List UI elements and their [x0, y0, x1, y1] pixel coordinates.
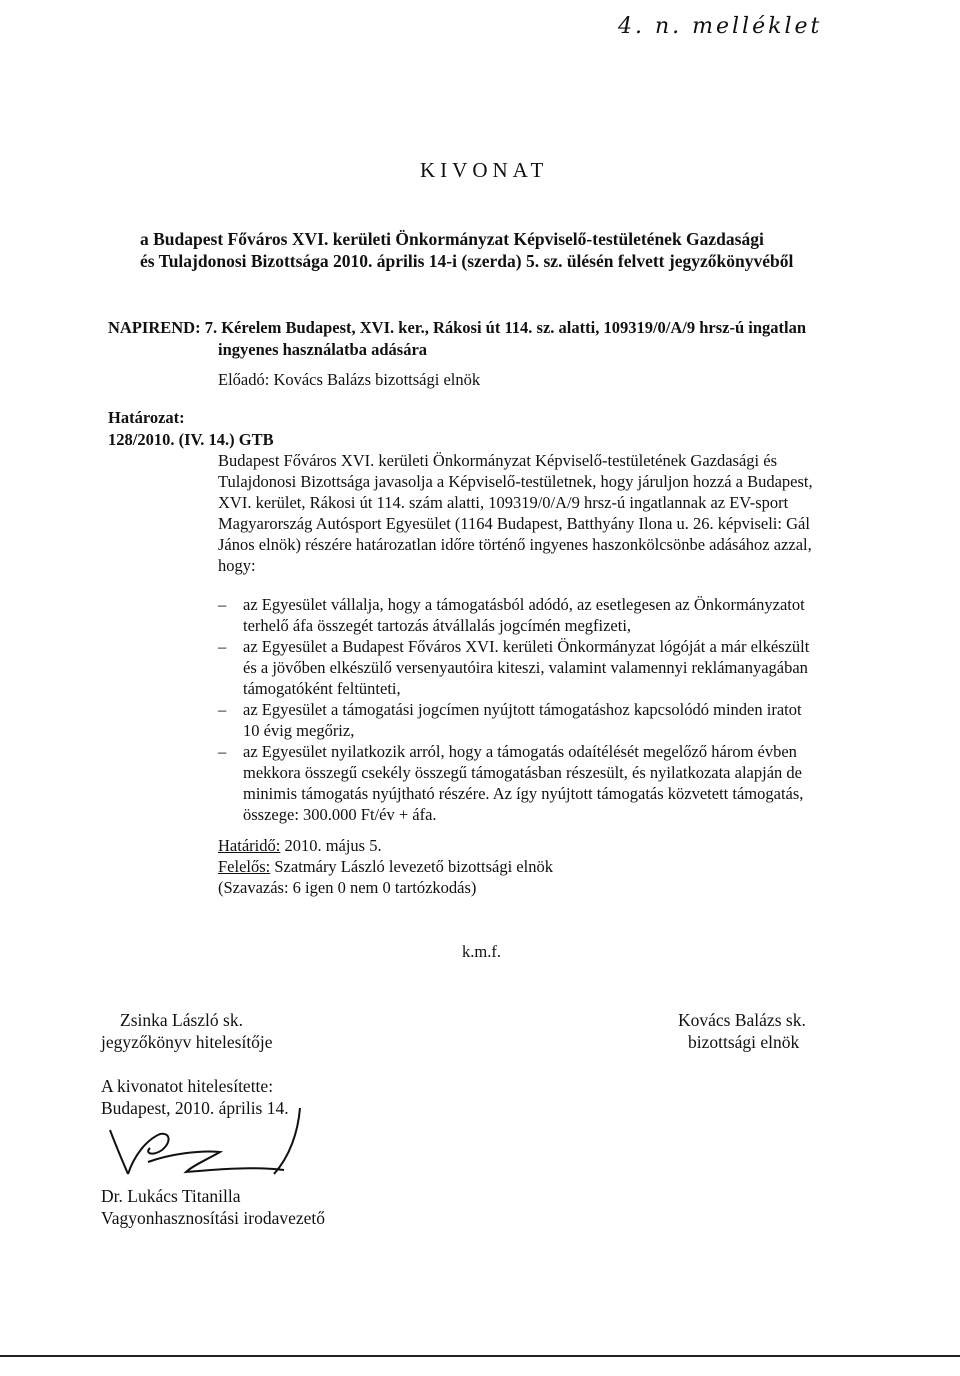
- subtitle-line-1: a Budapest Főváros XVI. kerületi Önkormányzat Képviselő-testületének Gazdasági: [140, 229, 764, 249]
- agenda-presenter: Előadó: Kovács Balázs bizottsági elnök: [218, 370, 481, 389]
- condition-dash: –: [218, 742, 227, 761]
- responsible-label: Felelős:: [218, 857, 271, 876]
- certification-line-1: A kivonatot hitelesítette:: [101, 1076, 274, 1096]
- condition-line: mekkora összegű csekély összegű támogatásban részesült, és nyilatkozata alapján de: [243, 763, 802, 782]
- right-signatory-name: Kovács Balázs sk.: [678, 1010, 806, 1030]
- condition-dash: –: [218, 595, 227, 614]
- condition-line: minimis támogatás nyújtható részére. Az így nyújtott támogatás közvetett támogatás,: [243, 784, 804, 803]
- condition-line: 10 évig megőriz,: [243, 721, 355, 740]
- condition-line: összege: 300.000 Ft/év + áfa.: [243, 805, 437, 824]
- bottom-rule: [0, 1355, 960, 1357]
- resolution-text-line: Tulajdonosi Bizottsága javasolja a Képviselő-testületnek, hogy járuljon hozzá a Budapest,: [218, 472, 813, 491]
- condition-line: az Egyesület a támogatási jogcímen nyújtott támogatáshoz kapcsolódó minden iratot: [243, 700, 802, 719]
- resolution-text-line: XVI. kerület, Rákosi út 114. szám alatti, 109319/0/A/9 hrsz-ú ingatlannak az EV-sport: [218, 493, 789, 512]
- document-heading: KIVONAT: [420, 158, 549, 182]
- vote-result: (Szavazás: 6 igen 0 nem 0 tartózkodás): [218, 878, 477, 897]
- condition-line: támogatóként feltünteti,: [243, 679, 401, 698]
- condition-dash: –: [218, 637, 227, 656]
- condition-dash: –: [218, 700, 227, 719]
- condition-line: az Egyesület a Budapest Főváros XVI. kerületi Önkormányzat lógóját a már elkészült: [243, 637, 810, 656]
- subtitle-line-2: és Tulajdonosi Bizottsága 2010. április 14-i (szerda) 5. sz. ülésén felvett jegyzőkönyvéből: [140, 251, 794, 271]
- resolution-text-line: János elnök) részére határozatlan időre történő ingyenes haszonkölcsönbe adásához azzal,: [218, 535, 812, 554]
- handwritten-signature: [100, 1104, 310, 1184]
- left-signatory-role: jegyzőkönyv hitelesítője: [101, 1032, 273, 1052]
- condition-line: terhelő áfa összegét tartozás átvállalás jogcímén megfizeti,: [243, 616, 632, 635]
- resolution-label: Határozat:: [108, 408, 185, 427]
- condition-line: az Egyesület nyilatkozik arról, hogy a támogatás odaítélését megelőző három évben: [243, 742, 797, 761]
- resolution-text-line: hogy:: [218, 556, 256, 575]
- responsible: [218, 857, 553, 877]
- certifier-role: Vagyonhasznosítási irodavezető: [101, 1208, 326, 1228]
- deadline-value: 2010. május 5.: [280, 836, 382, 855]
- resolution-text-line: Budapest Főváros XVI. kerületi Önkormányzat Képviselő-testületének Gazdasági és: [218, 451, 778, 470]
- agenda-line-1: NAPIREND: 7. Kérelem Budapest, XVI. ker., Rákosi út 114. sz. alatti, 109319/0/A/9 hrsz-ú ingatlan: [108, 318, 807, 337]
- resolution-number: 128/2010. (IV. 14.) GTB: [108, 430, 274, 449]
- left-signatory-name: Zsinka László sk.: [120, 1010, 243, 1030]
- certifier-name: Dr. Lukács Titanilla: [101, 1186, 241, 1206]
- responsible-value: Szatmáry László levezető bizottsági elnök: [270, 857, 553, 876]
- deadline-label: Határidő:: [218, 836, 281, 855]
- kmf: k.m.f.: [462, 942, 501, 961]
- handwritten-annotation: 4. n. melléklet: [618, 14, 823, 39]
- condition-line: az Egyesület vállalja, hogy a támogatásból adódó, az esetlegesen az Önkormányzatot: [243, 595, 805, 614]
- agenda-line-2: ingyenes használatba adására: [218, 340, 428, 359]
- deadline: [218, 836, 382, 856]
- right-signatory-role: bizottsági elnök: [688, 1032, 800, 1052]
- certification-line-2: Budapest, 2010. április 14.: [101, 1098, 289, 1118]
- condition-line: és a jövőben elkészülő versenyautóira kiteszi, valamint valamennyi reklámanyagában: [243, 658, 808, 677]
- resolution-text-line: Magyarország Autósport Egyesület (1164 Budapest, Batthyány Ilona u. 26. képviseli: Gál: [218, 514, 810, 533]
